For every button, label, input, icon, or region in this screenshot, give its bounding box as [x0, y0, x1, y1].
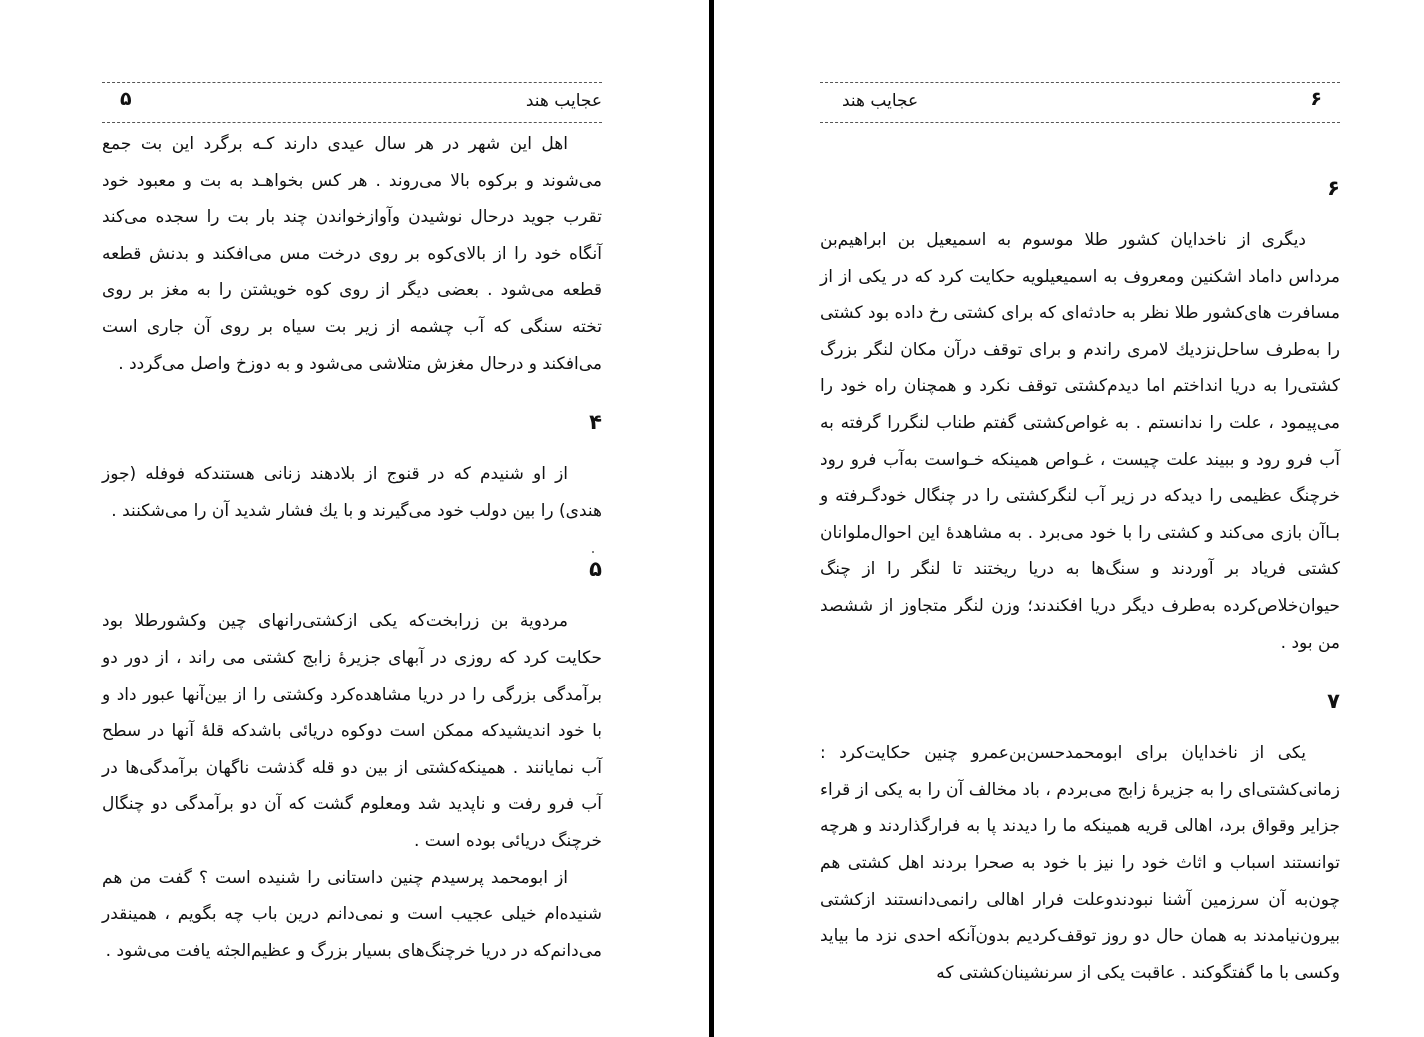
paragraph: اهل این شهر در هر سال عیدی دارند کـه برگرد این بت جمع می‌شوند و برکوه بالا می‌روند . هر کس بخواهـد به بت و معبود خود تقرب جوید درحال نوشیدن وآوازخواندن چند بار بت را سجده می‌کند آنگاه خود را از بالای‌کوه بر روی درخت مس می‌افکند و بدنش قطعه قطعه می‌شود . بعضی دیگر از روی کوه خویشتن را به مغز بر روی تخته سنگی که آب چشمه از زیر بت سیاه بر روی آن جاری است می‌افکند و درحال مغزش متلاشی می‌شود و به دوزخ واصل می‌گردد . — [102, 134, 602, 374]
paragraph: دیگری از ناخدایان کشور طلا موسوم به اسمیعیل بن ابراهیم‌بن مرداس داماد اشکنین ومعروف به اسمیعیلویه حکایت کرد که در یکی از از مسافرت های‌کشور طلا نظر به حادثه‌ای که برای کشتی رخ داده بود کشتی را به‌طرف ساحل‌نزدیك لامری راندم و برای توقف درآن مکان لنگر بزرگ کشتی‌را به دریا انداختم اما دیدم‌کشتی توقف نکرد و همچنان راه خود را می‌پیمود ، علت را ندانستم . به غواص‌کشتی گفتم طناب لنگررا گرفته به آب فرو رود و ببیند علت چیست ، غـواص همینکه خـواست به‌آب فرو رود خرچنگ عظیمی را دیدکه در زیر آب لنگرکشتی را در چنگال خودگـرفته و بـاآن بازی می‌کند و کشتی را با خود می‌برد . به مشاهدهٔ این احوال‌ملوانان کشتی فریاد بر آوردند و سنگ‌ها به دریا ریختند تا لنگر را از چنگ حیوان‌خلاص‌کرده به‌طرف دیگر دریا افکندند؛ وزن لنگر متجاوز از ششصد من بود . — [820, 230, 1340, 653]
left-page — [0, 0, 710, 1037]
header-underline — [102, 122, 602, 123]
section-number: ۵ — [589, 557, 602, 582]
header-rule — [102, 82, 602, 83]
section-number: ۶ — [1327, 176, 1340, 200]
paragraph: از او شنیدم که در قنوج از بلادهند زنانی هستندکه فوفله (جوز هندی) را بین دولب خود می‌گیرند و با یك فشار شدید آن را می‌شکنند . — [102, 464, 602, 521]
page-number: ۵ — [120, 88, 132, 110]
right-page — [714, 0, 1424, 1037]
running-title: عجایب هند — [525, 91, 602, 111]
section-number: ۷ — [1327, 689, 1340, 714]
right-page-text — [820, 148, 1340, 991]
print-speck — [592, 551, 594, 553]
paragraph: مردویة بن زرابخت‌که یکی ازکشتی‌رانهای چین وکشورطلا بود حکایت کرد که روزی در آبهای جزیرهٔ زابج کشتی می راند ، از دور دو برآمدگی بزرگی را در دریا مشاهده‌کرد وکشتی را از بین‌آنها عبور داد و با خود اندیشیدکه ممکن است دوکوه دریائی باشدکه قلهٔ آنها در سطح آب نمایانند . همینکه‌کشتی از بین دو قله گذشت ناگهان برآمدگی‌ها در آب فرو رفت و ناپدید شد ومعلوم گشت که آن دو برآمدگی دو چنگال خرچنگ دریائی بوده است . — [102, 611, 602, 851]
paragraph: از ابومحمد پرسیدم چنین داستانی را شنیده است ؟ گفت من هم شنیده‌ام خیلی عجیب است و نمی‌دانم درین باب چه بگویم ، همینقدر می‌دانم‌که در دریا خرچنگ‌های بسیار بزرگ و عظیم‌الجثه یافت می‌شود . — [102, 867, 602, 961]
running-title: عجایب هند — [842, 91, 919, 111]
paragraph: یکی از ناخدایان برای ابومحمدحسن‌بن‌عمرو چنین حکایت‌کرد : زمانی‌کشتی‌ای را به جزیرهٔ زابج می‌بردم ، باد مخالف آن را به یکی از قراء جزایر وقواق برد، اهالی قریه همینکه ما را دیدند پا به فرارگذاردند و هرچه توانستند اسباب و اثاث خود را نیز با خود به صحرا بردند اهل کشتی هم چون‌به آن سرزمین آشنا نبودندوعلت فرار اهالی رانمی‌دانستند ازکشتی بیرون‌نیامدند به همان حال دو روز توقف‌کردیم بدون‌آنکه احدی نزد ما بیاید وکسی با ما گفتگوکند . عاقبت یکی از سرنشینان‌کشتی که — [820, 743, 1340, 983]
page-number: ۶ — [1310, 88, 1322, 110]
left-page-text — [102, 126, 602, 969]
header-underline — [820, 122, 1340, 123]
header-rule — [820, 82, 1340, 83]
section-number: ۴ — [589, 410, 602, 435]
